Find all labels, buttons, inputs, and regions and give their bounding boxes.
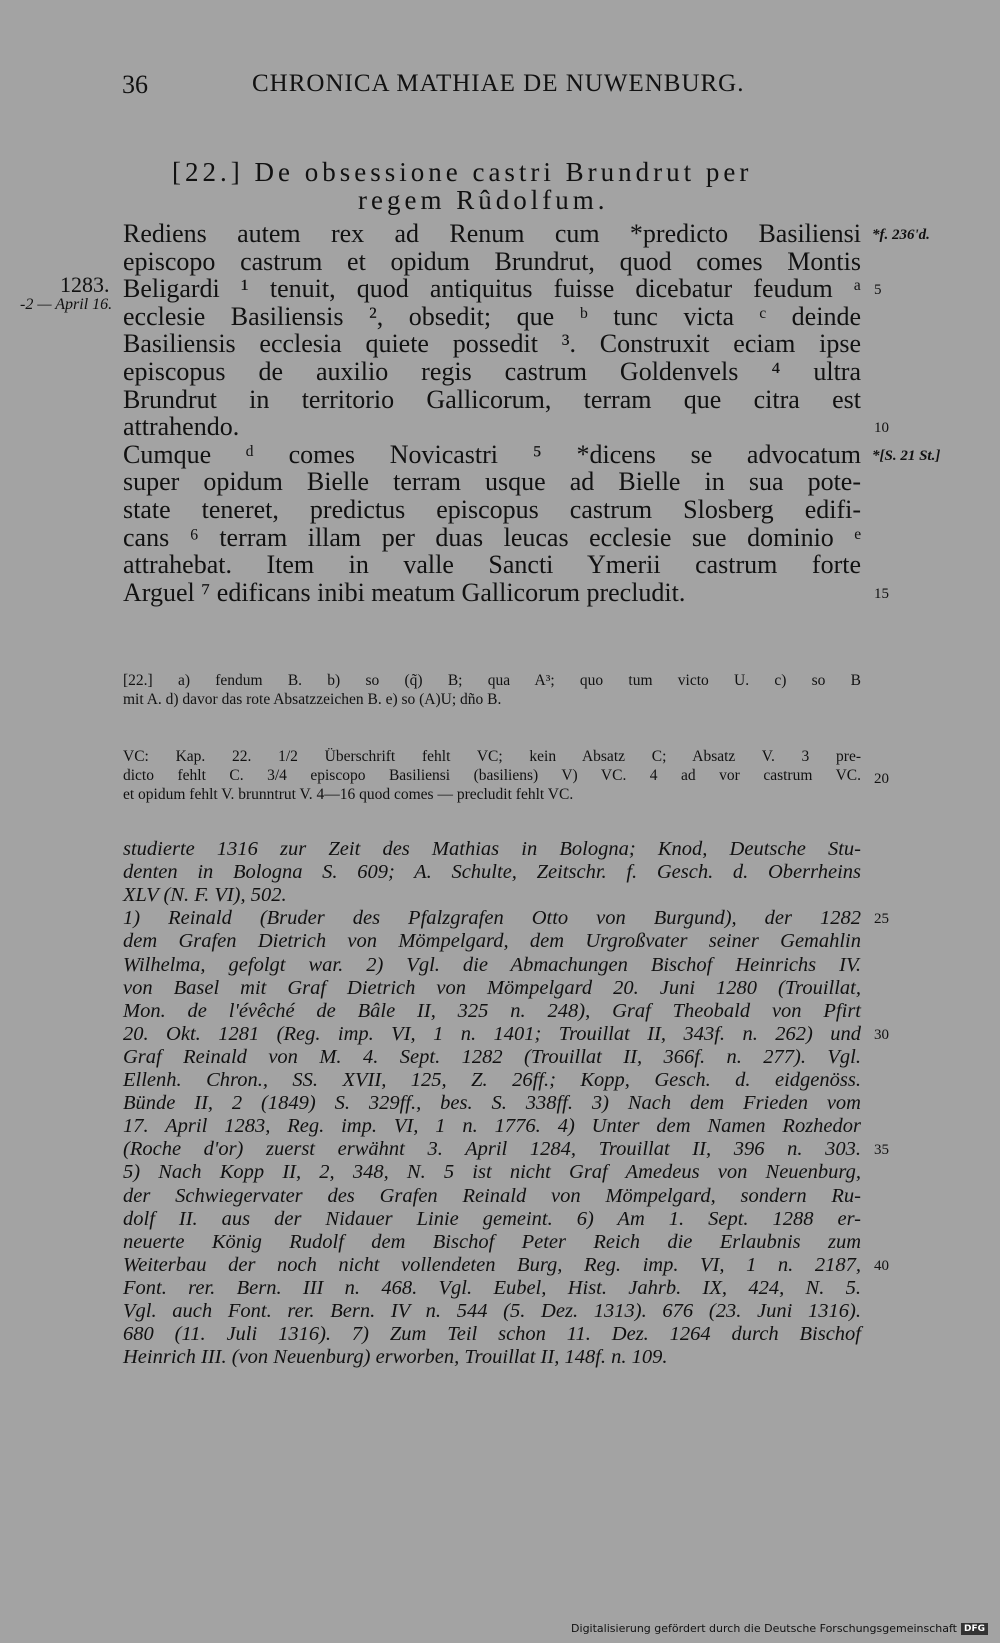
note-line: studierte 1316 zur Zeit des Mathias in Bologna; Knod, Deutsche Stu-	[123, 838, 861, 860]
line-number: 20	[874, 771, 889, 787]
note-line: Mon. de l'évêché de Bâle II, 325 n. 248), Graf Theobald von Pfirt	[123, 999, 861, 1022]
body-line: episcopo castrum et opidum Brundrut, quod comes Montis	[123, 246, 861, 276]
footer-text: Digitalisierung gefördert durch die Deutsche Forschungsgemeinschaft	[571, 1622, 957, 1635]
apparatus-line: [22.] a) fendum B. b) so (q̃) B; qua A³; quo tum victo U. c) so B	[123, 672, 861, 689]
running-title: CHRONICA MATHIAE DE NUWENBURG.	[252, 70, 745, 97]
line-number: 15	[874, 585, 889, 602]
note-line: Wilhelma, gefolgt war. 2) Vgl. die Abmachungen Bischof Heinrichs IV.	[123, 953, 861, 976]
body-line: episcopus de auxilio regis castrum Goldenvels ⁴ ultra	[123, 357, 861, 386]
folio-marker: *f. 236'd.	[872, 227, 930, 243]
collation-line: dicto fehlt C. 3/4 episcopo Basiliensi (basiliens) V) VC. 4 ad vor castrum VC.	[123, 767, 861, 784]
body-line: Cumque ᵈ comes Novicastri ⁵ *dicens se advocatum	[123, 439, 861, 469]
body-line: attrahebat. Item in valle Sancti Ymerii castrum forte	[123, 550, 861, 580]
note-line: 17. April 1283, Reg. imp. VI, 1 n. 1776. 4) Unter dem Namen Rozhedor	[123, 1115, 861, 1138]
body-line: Beligardi ¹ tenuit, quod antiquitus fuisse dicebatur feudum ᵃ	[123, 274, 861, 304]
note-line: Font. rer. Bern. III n. 468. Vgl. Eubel, Hist. Jahrb. IX, 424, N. 5.	[123, 1276, 861, 1299]
collation-line: VC: Kap. 22. 1/2 Überschrift fehlt VC; kein Absatz C; Absatz V. 3 pre-	[123, 748, 861, 765]
chapter-number: [22.]	[172, 157, 244, 187]
collation-line: et opidum fehlt V. brunntrut V. 4—16 quod comes — precludit fehlt VC.	[123, 786, 574, 803]
line-number: 35	[874, 1142, 889, 1159]
margin-year: 1283.	[60, 272, 110, 297]
note-line: der Schwiegervater des Grafen Reinald von Mömpelgard, sondern Ru-	[123, 1184, 861, 1207]
body-line: ecclesie Basiliensis ², obsedit; que ᵇ tunc victa ᶜ deinde	[123, 301, 861, 331]
note-line: dem Grafen Dietrich von Mömpelgard, dem Urgroßvater seiner Gemahlin	[123, 930, 861, 953]
body-line: super opidum Bielle terram usque ad Bielle in sua pote-	[123, 467, 861, 497]
apparatus-line: mit A. d) davor das rote Absatzzeichen B. e) so (A)U; dño B.	[123, 691, 502, 708]
note-line: von Basel mit Graf Dietrich von Mömpelgard 20. Juni 1280 (Trouillat,	[123, 976, 861, 999]
body-line: state teneret, predictus episcopus castrum Slosberg edifi-	[123, 495, 861, 524]
body-line: attrahendo.	[123, 412, 240, 442]
footer	[571, 1622, 988, 1635]
body-line: Brundrut in territorio Gallicorum, terram que citra est	[123, 384, 861, 414]
line-number: 40	[874, 1257, 889, 1274]
note-line: 5) Nach Kopp II, 2, 348, N. 5 ist nicht Graf Amedeus von Neuenburg,	[123, 1161, 861, 1184]
note-line: neuerte König Rudolf dem Bischof Peter Reich die Erlaubnis zum	[123, 1230, 861, 1253]
line-number: 10	[874, 420, 889, 437]
note-line: Ellenh. Chron., SS. XVII, 125, Z. 26ff.; Kopp, Gesch. d. eidgenöss.	[123, 1069, 861, 1091]
line-number: 30	[874, 1026, 889, 1043]
body-line: Arguel ⁷ edificans inibi meatum Gallicorum precludit.	[123, 577, 686, 607]
note-line: 680 (11. Juli 1316). 7) Zum Teil schon 11. Dez. 1264 durch Bischof	[123, 1323, 861, 1346]
margin-date: -2 — April 16.	[20, 296, 113, 313]
body-line: cans ⁶ terram illam per duas leucas ecclesie sue dominio ᵉ	[123, 522, 861, 552]
line-number: 5	[874, 282, 882, 299]
line-number: 25	[874, 911, 889, 928]
note-line: Bünde II, 2 (1849) S. 329ff., bes. S. 338ff. 3) Nach dem Frieden vom	[123, 1092, 861, 1115]
chapter-heading	[172, 157, 752, 188]
note-line: 20. Okt. 1281 (Reg. imp. VI, 1 n. 1401; Trouillat II, 343f. n. 262) und	[123, 1022, 861, 1045]
note-line: Vgl. auch Font. rer. Bern. IV n. 544 (5. Dez. 1313). 676 (23. Juni 1316).	[123, 1300, 861, 1322]
chapter-title-line2: regem Rûdolfum.	[358, 185, 609, 215]
folio-marker: *[S. 21 St.]	[872, 447, 941, 464]
chapter-title-line1: De obsessione castri Brundrut per	[254, 157, 753, 187]
note-line: 1) Reinald (Bruder des Pfalzgrafen Otto von Burgund), der 1282	[123, 907, 861, 930]
note-line: Weiterbau der noch nicht vollendeten Burg, Reg. imp. VI, 1 n. 2187,	[123, 1253, 861, 1276]
note-line: Graf Reinald von M. 4. Sept. 1282 (Trouillat II, 366f. n. 277). Vgl.	[123, 1045, 861, 1068]
body-line: Rediens autem rex ad Renum cum *predicto Basiliensi	[123, 219, 861, 248]
page-number: 36	[122, 70, 148, 99]
note-line: Heinrich III. (von Neuenburg) erworben, Trouillat II, 148f. n. 109.	[123, 1346, 668, 1369]
note-line: (Roche d'or) zuerst erwähnt 3. April 1284, Trouillat II, 396 n. 303.	[123, 1138, 861, 1161]
note-line: denten in Bologna S. 609; A. Schulte, Zeitschr. f. Gesch. d. Oberrheins	[123, 861, 861, 884]
note-line: XLV (N. F. VI), 502.	[123, 884, 287, 907]
body-line: Basiliensis ecclesia quiete possedit ³. Construxit eciam ipse	[123, 329, 861, 359]
dfg-logo: DFG	[961, 1623, 988, 1635]
note-line: dolf II. aus der Nidauer Linie gemeint. 6) Am 1. Sept. 1288 er-	[123, 1207, 861, 1230]
